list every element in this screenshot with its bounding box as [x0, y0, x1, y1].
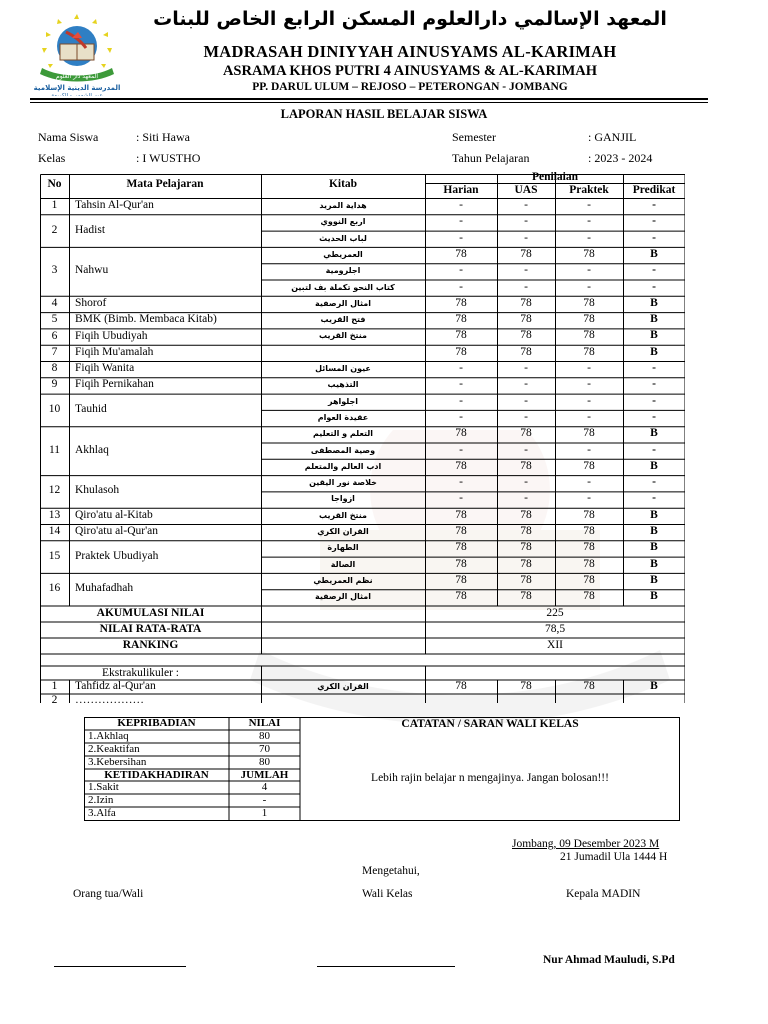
subject-number: 16: [48, 582, 61, 595]
grade-uas: 78: [520, 345, 532, 358]
column-header-kitab: Kitab: [328, 178, 358, 190]
year-label: Tahun Pelajaran: [452, 151, 530, 165]
grade-uas: -: [524, 362, 528, 374]
kitab-name: التعلم و التعليم: [313, 429, 373, 439]
grade-harian: -: [459, 394, 463, 407]
subject-name: Qiro'atu al-Qur'an: [75, 525, 159, 538]
kitab-name: امثال الرصفية: [314, 592, 372, 602]
kitab-name: فتح القريب: [320, 315, 366, 325]
kepribadian-header: KEPRIBADIAN: [117, 717, 196, 729]
ekstra-uas: 78: [520, 679, 532, 692]
orang-tua-signature-line: [54, 966, 186, 967]
grade-praktek: 78: [583, 590, 595, 603]
grade-harian: -: [459, 199, 463, 211]
summary-ranking-value: XII: [547, 638, 563, 651]
grade-predikat: B: [650, 573, 658, 586]
column-header-subject: Mata Pelajaran: [126, 178, 204, 190]
report-title: LAPORAN HASIL BELAJAR SISWA: [280, 107, 488, 121]
summary-akumulasi-value: 225: [546, 606, 564, 619]
grade-praktek: -: [587, 492, 591, 505]
subject-name: Praktek Ubudiyah: [75, 549, 159, 562]
grade-harian: 78: [455, 525, 467, 537]
grade-uas: -: [524, 199, 528, 211]
subject-name: Hadist: [75, 223, 106, 236]
subject-number: 13: [48, 508, 61, 521]
summary-ranking-label: RANKING: [122, 638, 179, 651]
grade-praktek: 78: [583, 557, 595, 570]
summary-akumulasi-label: AKUMULASI NILAI: [96, 606, 205, 619]
kitab-name: اجلواهر: [327, 396, 359, 406]
grade-harian: 78: [455, 427, 467, 440]
name-label: Nama Siswa: [38, 130, 99, 144]
grade-predikat: -: [652, 476, 656, 489]
ekstra-name: Tahfidz al-Qur'an: [75, 679, 156, 692]
grade-predikat: -: [652, 264, 656, 277]
class-value: : I WUSTHO: [136, 151, 201, 165]
ketidakhadiran-item-value: 4: [261, 781, 268, 793]
column-header-praktek: Praktek: [569, 184, 609, 196]
grade-uas: 78: [520, 313, 532, 326]
grade-praktek: 78: [583, 508, 595, 521]
wali-kelas-signature-line: [317, 966, 455, 967]
header-rule-thick: [30, 98, 708, 100]
grade-predikat: B: [650, 329, 658, 342]
subject-number: 8: [51, 362, 58, 375]
subject-number: 3: [51, 264, 58, 277]
grade-predikat: -: [652, 410, 656, 423]
ketidakhadiran-item-value: -: [262, 794, 267, 806]
ekstra-name: ………………: [75, 693, 144, 706]
ketidakhadiran-item-label: 2.Izin: [88, 794, 114, 806]
grade-uas: -: [524, 476, 528, 489]
grade-predikat: -: [652, 231, 656, 244]
kitab-name: لباب الحديث: [319, 233, 367, 243]
kitab-name: اربع النووي: [320, 217, 366, 227]
ketidakhadiran-item-value: 1: [261, 807, 268, 819]
name-value: : Siti Hawa: [136, 130, 190, 144]
grade-predikat: B: [650, 508, 658, 521]
column-header-uas: UAS: [514, 184, 538, 196]
kitab-name: منتخ القريب: [319, 331, 367, 341]
grade-harian: 78: [455, 459, 467, 472]
subject-name: Akhlaq: [75, 443, 109, 456]
grade-uas: -: [524, 264, 528, 277]
grade-harian: 78: [455, 508, 467, 521]
semester-label: Semester: [452, 130, 496, 144]
grade-uas: 78: [520, 557, 532, 570]
kepribadian-item-label: 1.Akhlaq: [88, 730, 129, 742]
grade-uas: 78: [520, 427, 532, 440]
grade-uas: -: [524, 410, 528, 423]
madrasah-name: MADRASAH DINIYYAH AINUSYAMS AL-KARIMAH: [203, 42, 617, 61]
kitab-name: الطهارة: [327, 543, 359, 553]
grade-predikat: B: [650, 247, 658, 260]
svg-text:عين الشمس - الكريمة: عين الشمس - الكريمة: [51, 93, 103, 96]
kitab-name: وصية المصطفى: [310, 445, 376, 455]
grade-predikat: B: [650, 345, 658, 358]
grade-praktek: 78: [583, 573, 595, 586]
kitab-name: القران الكري: [317, 527, 369, 536]
catatan-title: CATATAN / SARAN WALI KELAS: [401, 718, 579, 730]
ketidakhadiran-item-label: 3.Alfa: [88, 807, 116, 819]
grade-harian: -: [459, 215, 463, 228]
grade-uas: -: [524, 280, 528, 293]
hijri-date: 21 Jumadil Ula 1444 H: [560, 851, 668, 863]
pesantren-address: PP. DARUL ULUM – REJOSO – PETERONGAN - JOMBANG: [252, 81, 568, 93]
subject-number: 9: [51, 378, 58, 391]
subject-name: Fiqih Ubudiyah: [75, 329, 148, 342]
kepribadian-item-label: 3.Kebersihan: [88, 756, 147, 768]
subject-name: Fiqih Wanita: [75, 362, 135, 375]
subject-number: 2: [51, 223, 58, 236]
grade-praktek: -: [587, 378, 591, 391]
mengetahui-label: Mengetahui,: [362, 865, 420, 877]
grade-harian: -: [459, 280, 463, 293]
subject-name: Tahsin Al-Qur'an: [75, 199, 154, 212]
kitab-name: عقيدة العوام: [317, 412, 369, 422]
grade-praktek: -: [587, 362, 591, 374]
grade-harian: 78: [455, 345, 467, 358]
grade-uas: 78: [520, 459, 532, 472]
header-rule-thin: [30, 102, 708, 103]
subject-name: Tauhid: [75, 402, 107, 415]
grade-predikat: B: [650, 590, 658, 603]
grade-uas: 78: [520, 590, 532, 603]
grade-praktek: 78: [583, 345, 595, 358]
grade-praktek: 78: [583, 247, 595, 260]
grade-praktek: 78: [583, 296, 595, 309]
subject-number: 5: [51, 313, 58, 326]
grade-uas: -: [524, 231, 528, 244]
grade-uas: -: [524, 378, 528, 391]
grade-predikat: -: [652, 362, 656, 374]
grade-praktek: -: [587, 231, 591, 244]
grade-harian: 78: [455, 296, 467, 309]
grade-predikat: -: [652, 492, 656, 505]
column-header-penilaian: Penilaian: [531, 171, 579, 183]
grade-harian: -: [459, 231, 463, 244]
subject-name: Khulasoh: [75, 484, 120, 497]
grade-praktek: -: [587, 394, 591, 407]
subject-name: Shorof: [75, 296, 107, 309]
grade-uas: 78: [520, 247, 532, 260]
grade-praktek: 78: [583, 525, 595, 537]
ekstra-harian: 78: [455, 679, 467, 692]
grade-predikat: -: [652, 443, 656, 456]
column-header-harian: Harian: [443, 184, 479, 196]
grade-uas: 78: [520, 296, 532, 309]
ekstra-praktek: 78: [583, 679, 595, 692]
kitab-name: منتخ القريب: [319, 510, 367, 520]
grade-praktek: -: [587, 264, 591, 277]
ketidakhadiran-jumlah-header: JUMLAH: [240, 769, 289, 781]
kepribadian-item-label: 2.Keaktifan: [88, 743, 140, 755]
kepribadian-item-value: 80: [259, 756, 270, 768]
year-value: : 2023 - 2024: [588, 151, 653, 165]
grade-harian: 78: [455, 329, 467, 342]
grade-harian: 78: [455, 541, 467, 554]
grade-harian: -: [459, 443, 463, 456]
svg-text:المدرسة الدينية الإسلامية: المدرسة الدينية الإسلامية: [33, 84, 121, 92]
subject-number: 15: [48, 549, 61, 562]
kitab-name: ادب العالم والمتعلم: [304, 461, 382, 471]
grade-uas: 78: [520, 329, 532, 342]
subject-name: Fiqih Mu'amalah: [75, 345, 154, 358]
grade-predikat: -: [652, 199, 656, 211]
place-date: [512, 838, 659, 850]
grade-predikat: B: [650, 557, 658, 570]
wali-kelas-label: Wali Kelas: [362, 888, 413, 900]
kitab-name: هداية المريد: [319, 201, 367, 210]
subject-number: 4: [51, 296, 58, 309]
ekstra-predikat: B: [650, 679, 658, 692]
grade-harian: -: [459, 492, 463, 505]
kitab-name: اجلرومية: [325, 266, 361, 276]
grade-praktek: 78: [583, 459, 595, 472]
place-date-text: Jombang, 09 Desember 2023 M: [512, 838, 660, 850]
grade-uas: -: [524, 215, 528, 228]
subject-name: BMK (Bimb. Membaca Kitab): [75, 313, 217, 326]
grade-praktek: 78: [583, 329, 595, 342]
column-header-no: No: [47, 178, 62, 190]
catatan-text: Lebih rajin belajar n mengajinya. Jangan bolosan!!!: [371, 772, 609, 784]
kitab-name: خلاصة نور اليقين: [309, 478, 377, 488]
grade-predikat: -: [652, 394, 656, 407]
grade-predikat: B: [650, 296, 658, 309]
grade-praktek: -: [587, 476, 591, 489]
kitab-name: التذهيب: [327, 380, 359, 390]
subject-number: 14: [48, 525, 61, 538]
kepribadian-nilai-header: NILAI: [248, 717, 281, 729]
grades-table: [40, 171, 685, 706]
grade-praktek: 78: [583, 313, 595, 326]
grade-harian: -: [459, 476, 463, 489]
school-logo: [30, 10, 124, 96]
asrama-name: ASRAMA KHOS PUTRI 4 AINUSYAMS & AL-KARIMAH: [222, 63, 598, 79]
subject-number: 10: [48, 402, 61, 415]
kepribadian-item-value: 70: [259, 743, 270, 755]
kitab-name: الصالة: [330, 559, 356, 569]
orang-tua-label: Orang tua/Wali: [73, 888, 144, 900]
grade-uas: -: [524, 492, 528, 505]
grade-praktek: -: [587, 215, 591, 228]
ketidakhadiran-header: KETIDAKHADIRAN: [104, 769, 209, 781]
subject-number: 11: [48, 443, 61, 456]
subject-name: Fiqih Pernikahan: [75, 378, 154, 391]
grade-harian: -: [459, 362, 463, 374]
grade-predikat: B: [650, 525, 658, 537]
ekstra-label: Ekstrakulikuler :: [102, 666, 179, 679]
grade-harian: 78: [455, 247, 467, 260]
grade-uas: -: [524, 394, 528, 407]
grade-praktek: -: [587, 280, 591, 293]
kitab-name: العمريطي: [323, 249, 363, 259]
grade-predikat: -: [652, 280, 656, 293]
kitab-name: ازواجا: [331, 494, 355, 504]
grade-harian: 78: [455, 573, 467, 586]
grade-harian: -: [459, 410, 463, 423]
ketidakhadiran-item-label: 1.Sakit: [88, 781, 119, 793]
kepala-name: Nur Ahmad Mauludi, S.Pd: [543, 954, 675, 966]
grade-predikat: B: [650, 541, 658, 554]
grade-predikat: B: [650, 313, 658, 326]
subject-name: Qiro'atu al-Kitab: [75, 508, 153, 521]
kitab-name: امثال الرصفية: [314, 298, 372, 308]
subject-name: Muhafadhah: [75, 582, 134, 595]
kitab-name: نظم العمريطي: [313, 575, 373, 585]
svg-text:المعهد دار العلوم: المعهد دار العلوم: [55, 73, 99, 80]
grade-uas: 78: [520, 573, 532, 586]
subject-name: Nahwu: [75, 264, 109, 277]
subject-number: 1: [51, 199, 58, 212]
arabic-institution-title: المعهد الإسالمي دارالعلوم المسكن الرابع الخاص للبنات: [153, 8, 667, 30]
semester-value: : GANJIL: [588, 130, 637, 144]
grade-uas: 78: [520, 525, 532, 537]
subject-number: 6: [51, 329, 58, 342]
grade-uas: 78: [520, 541, 532, 554]
ekstra-number: 2: [51, 693, 58, 706]
grade-praktek: 78: [583, 427, 595, 440]
grade-praktek: -: [587, 410, 591, 423]
ekstra-number: 1: [51, 679, 58, 692]
bottom-section: [84, 717, 680, 821]
grade-predikat: -: [652, 378, 656, 391]
kitab-name: عيون المسائل: [315, 364, 371, 373]
grade-harian: -: [459, 378, 463, 391]
grade-praktek: -: [587, 199, 591, 211]
class-label: Kelas: [38, 151, 66, 165]
grade-predikat: B: [650, 459, 658, 472]
column-header-predikat: Predikat: [632, 184, 676, 196]
grade-harian: 78: [455, 557, 467, 570]
kitab-name: القران الكري: [317, 681, 369, 691]
grade-harian: 78: [455, 313, 467, 326]
subject-number: 12: [48, 484, 61, 497]
grade-uas: 78: [520, 508, 532, 521]
kepala-label: Kepala MADIN: [566, 888, 641, 900]
summary-rata-rata-value: 78,5: [544, 622, 566, 635]
grade-predikat: -: [652, 215, 656, 228]
grade-harian: -: [459, 264, 463, 277]
kitab-name: كتاب النحو تكملة بف لتبين: [291, 282, 395, 292]
subject-number: 7: [51, 345, 58, 358]
summary-rata-rata-label: NILAI RATA-RATA: [99, 622, 202, 635]
grade-praktek: -: [587, 443, 591, 456]
grade-praktek: 78: [583, 541, 595, 554]
grade-harian: 78: [455, 590, 467, 603]
kepribadian-item-value: 80: [259, 730, 270, 742]
grade-predikat: B: [650, 427, 658, 440]
grade-uas: -: [524, 443, 528, 456]
